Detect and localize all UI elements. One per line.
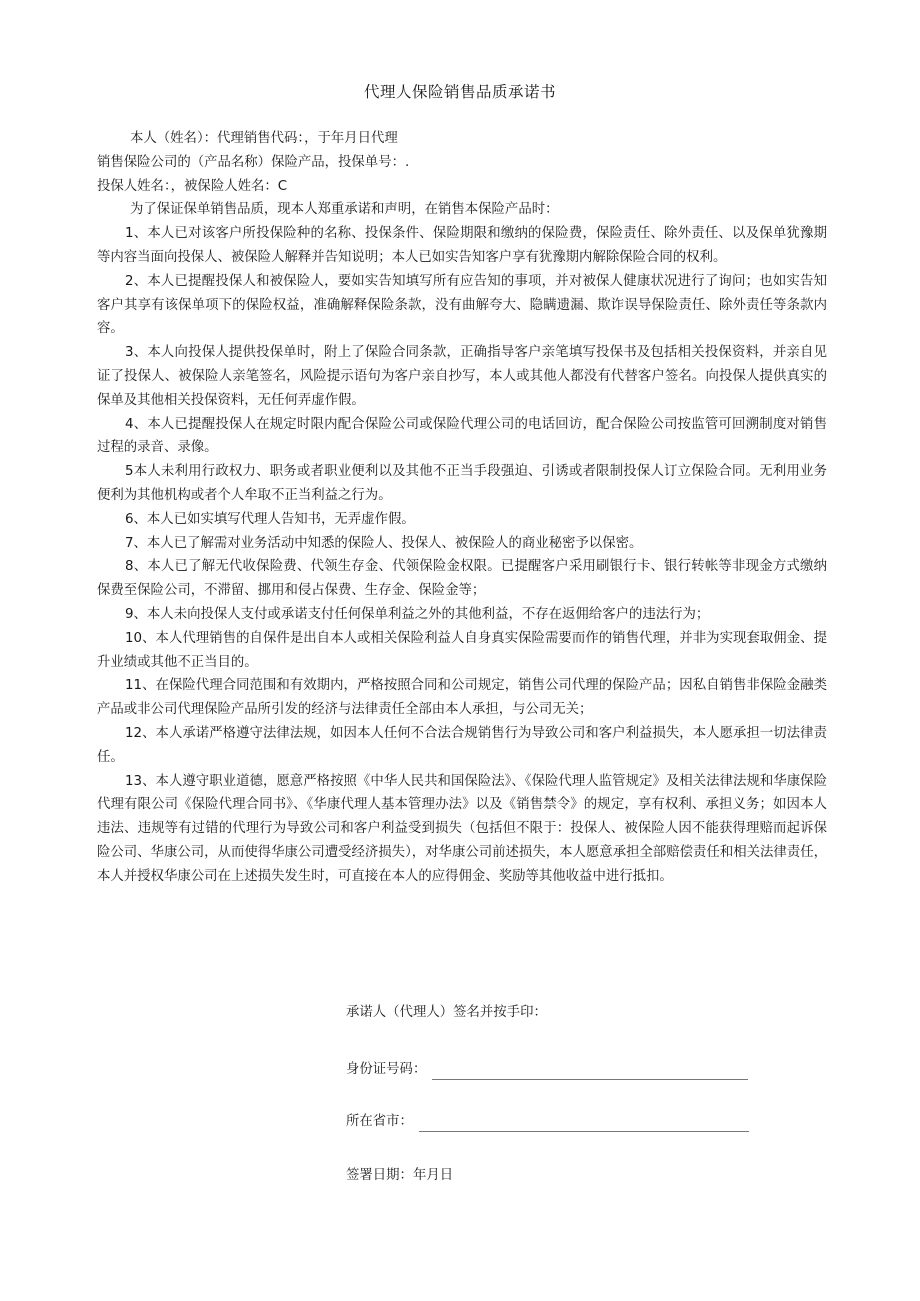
item-2: 2、本人已提醒投保人和被保险人，要如实告知填写所有应告知的事项，并对被保人健康状况进行了询问；也如实告知客户其享有该保单项下的保险权益，准确解释保险条款，没有曲解夸大、隐瞒遗漏、欺诈误导保险责任、除外责任等条款内容。 xyxy=(97,273,827,337)
province-field[interactable] xyxy=(419,1117,749,1132)
intro-paragraph: 为了保证保单销售品质，现本人郑重承诺和声明，在销售本保险产品时： xyxy=(130,202,559,218)
id-number-line xyxy=(346,1060,748,1080)
item-13: 13、本人遵守职业道德，愿意严格按照《中华人民共和国保险法》、《保险代理人监管规定》及相关法律法规和华康保险代理有限公司《保险代理合同书》、《华康代理人基本管理办法》以及《销售禁令》的规定，享有权利、承担义务；如因本人违法、违规等有过错的代理行为导致公司和客户利益受到损失（包括但不限于：投保人、被保险人因不能获得理赔而起诉保险公司、华康公司，从而使得华康公司遭受经济损失），对华康公司前述损失，本人愿意承担全部赔偿责任和相关法律责任，本人并授权华康公司在上述损失发生时，可直接在本人的应得佣金、奖励等其他收益中进行抵扣。 xyxy=(97,773,827,884)
header-line-agent: 本人（姓名）：代理销售代码：，于年月日代理 xyxy=(130,131,398,146)
item-1: 1、本人已对该客户所投保险种的名称、投保条件、保险期限和缴纳的保险费，保险责任、除外责任、以及保单犹豫期等内容当面向投保人、被保险人解释并告知说明；本人已如实告知客户享有犹豫期内解除保险合同的权利。 xyxy=(97,226,827,265)
item-7: 7、本人已了解需对业务活动中知悉的保险人、投保人、被保险人的商业秘密予以保密。 xyxy=(125,535,643,551)
signer-line xyxy=(346,1003,547,1023)
item-10: 10、本人代理销售的自保件是出自本人或相关保险利益人自身真实保险需要而作的销售代理，并非为实现套取佣金、提升业绩或其他不正当目的。 xyxy=(97,630,827,670)
item-5: 5本人未利用行政权力、职务或者职业便利以及其他不正当手段强迫、引诱或者限制投保人订立保险合同。无利用业务便利为其他机构或者个人牟取不正当利益之行为。 xyxy=(97,464,827,503)
document-title: 代理人保险销售品质承诺书 xyxy=(363,83,556,101)
sign-date-line xyxy=(346,1166,453,1186)
id-number-field[interactable] xyxy=(432,1065,748,1080)
sign-date-label: 签署日期：年月日 xyxy=(346,1168,454,1183)
item-6: 6、本人已如实填写代理人告知书，无弄虚作假。 xyxy=(125,511,415,527)
header-line-product: 销售保险公司的（产品名称）保险产品，投保单号：. xyxy=(97,154,410,170)
document-body xyxy=(97,127,827,889)
item-9: 9、本人未向投保人支付或承诺支付任何保单利益之外的其他利益，不存在返佣给客户的违法行为； xyxy=(125,606,710,622)
item-8: 8、本人已了解无代收保险费、代领生存金、代领保险金权限。已提醒客户采用刷银行卡、银行转帐等非现金方式缴纳保费至保险公司，不滞留、挪用和侵占保费、生存金、保险金等； xyxy=(97,559,827,599)
province-label: 所在省市： xyxy=(346,1114,413,1129)
header-line-insured: 投保人姓名：，被保险人姓名：C xyxy=(97,178,288,194)
item-3: 3、本人向投保人提供投保单时，附上了保险合同条款，正确指导客户亲笔填写投保书及包括相关投保资料，并亲自见证了投保人、被保险人亲笔签名，风险提示语句为客户亲自抄写，本人或其他人都没有代替客户签名。向投保人提供真实的保单及其他相关投保资料，无任何弄虚作假。 xyxy=(97,345,827,408)
signer-label: 承诺人（代理人）签名并按手印： xyxy=(346,1005,547,1020)
item-12: 12、本人承诺严格遵守法律法规，如因本人任何不合法合规销售行为导致公司和客户利益损失，本人愿承担一切法律责任。 xyxy=(97,725,827,765)
item-11: 11、在保险代理合同范围和有效期内，严格按照合同和公司规定，销售公司代理的保险产品；因私自销售非保险金融类产品或非公司代理保险产品所引发的经济与法律责任全部由本人承担，与公司无关； xyxy=(97,678,827,718)
province-line xyxy=(346,1112,749,1132)
id-number-label: 身份证号码： xyxy=(346,1062,427,1077)
item-4: 4、本人已提醒投保人在规定时限内配合保险公司或保险代理公司的电话回访，配合保险公司按监管可回溯制度对销售过程的录音、录像。 xyxy=(97,416,827,456)
